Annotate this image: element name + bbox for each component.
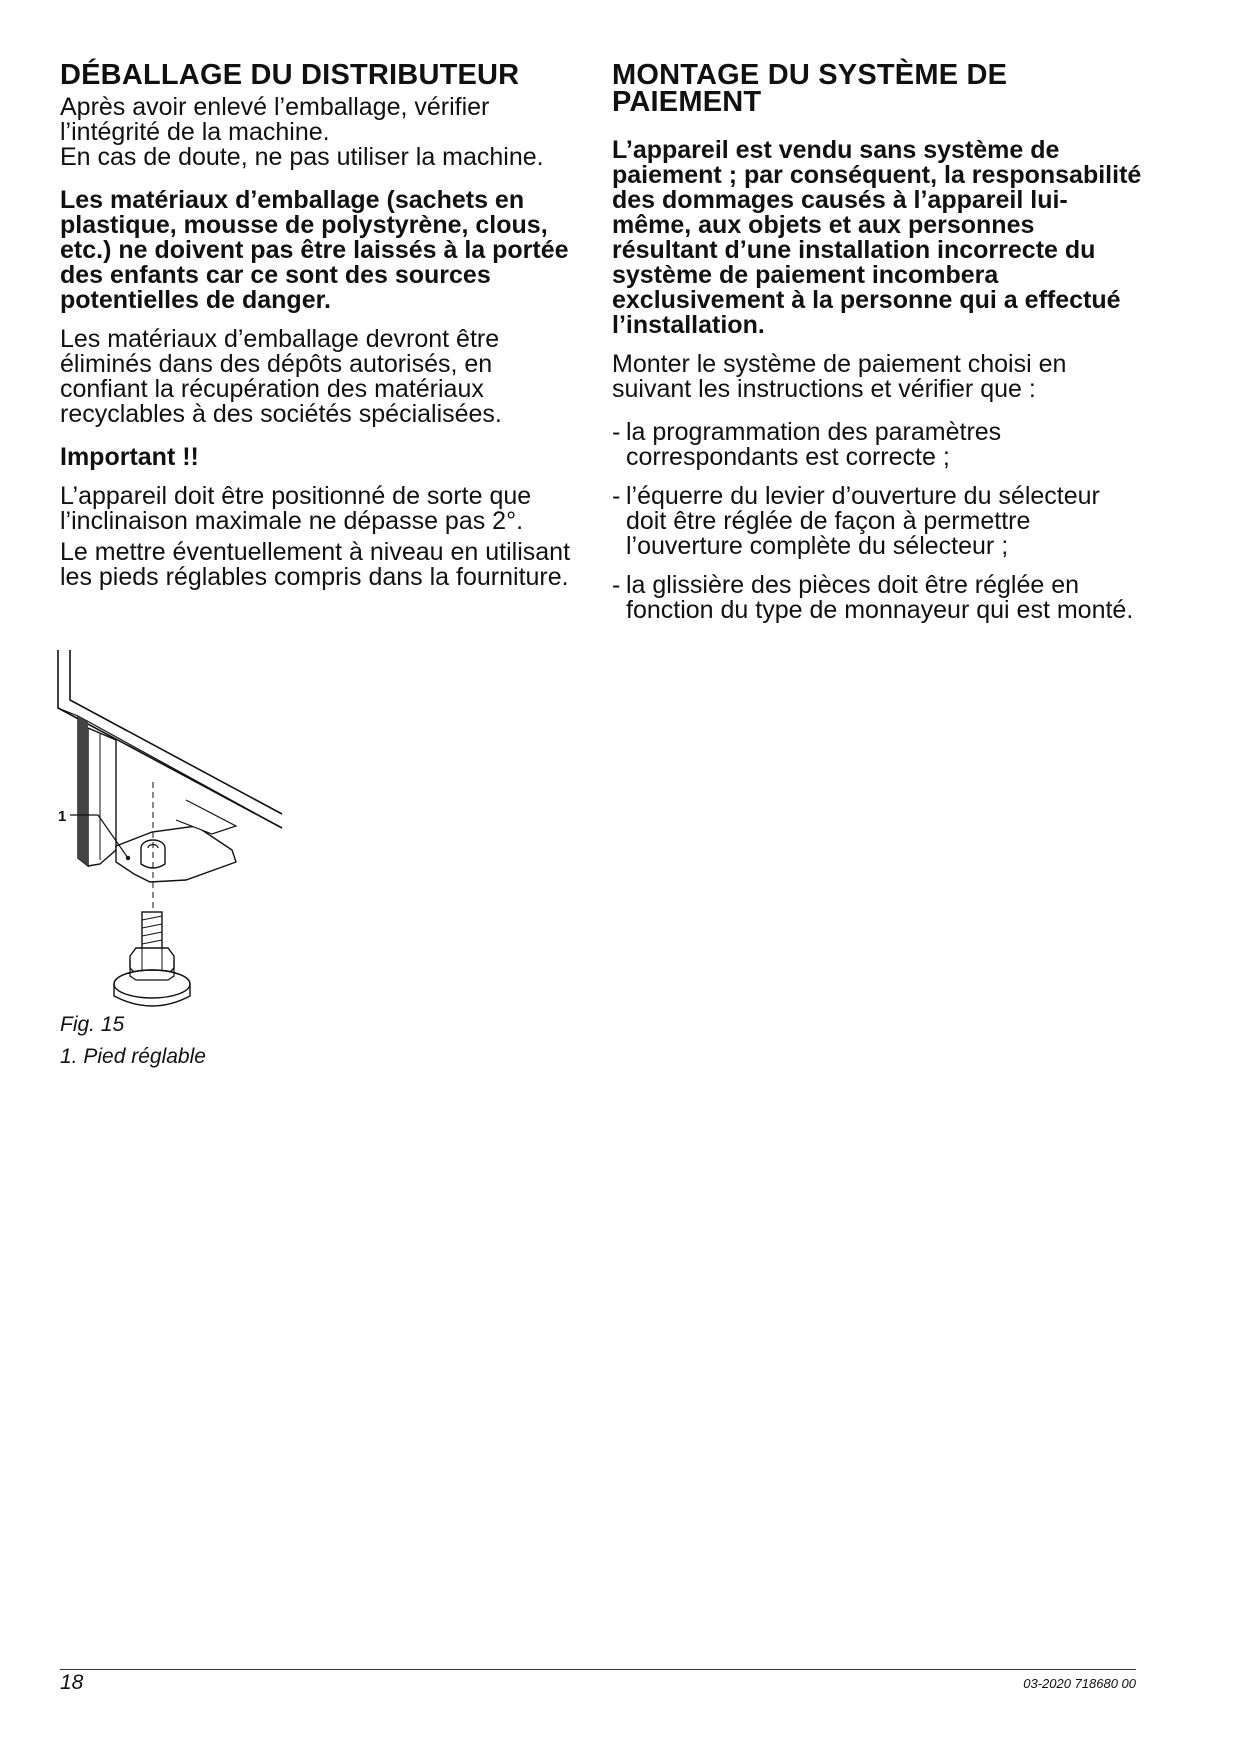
paragraph-leveling: Le mettre éventuellement à niveau en utilisant les pieds réglables compris dans la fourniture. <box>60 538 571 591</box>
figure-legend: 1. Pied réglable <box>60 1045 206 1068</box>
page-number: 18 <box>60 1671 84 1694</box>
list-marker: - <box>612 571 621 599</box>
paragraph-mount-payment: Monter le système de paiement choisi en suivant les instructions et vérifier que : <box>612 350 1067 403</box>
document-code: 03-2020 718680 00 <box>1023 1676 1136 1691</box>
section-heading-payment: MONTAGE DU SYSTÈME DE PAIEMENT <box>612 59 1008 118</box>
footer-rule <box>60 1669 1136 1670</box>
list-item-text: la programmation des paramètres correspondants est correcte ; <box>626 418 1002 471</box>
paragraph-check-integrity: Après avoir enlevé l’emballage, vérifier l’intégrité de la machine. <box>60 93 490 146</box>
warning-payment-responsibility: L’appareil est vendu sans système de paiement ; par conséquent, la responsabilité des dommages causés à l’appareil lui-même, aux objets et aux personnes résultant d’une installation incorrecte du système de paiement incombera exclusivement à la personne qui a effectué l’installation. <box>612 136 1142 339</box>
list-item <box>612 420 1144 470</box>
mounting-plate <box>116 826 236 882</box>
cabinet-outline <box>58 650 282 828</box>
list-item-text: l’équerre du levier d’ouverture du sélecteur doit être réglée de façon à permettre l’ouverture complète du sélecteur ; <box>626 482 1100 560</box>
list-marker: - <box>612 482 621 510</box>
important-label: Important !! <box>60 443 199 471</box>
bracket-shade <box>78 716 88 866</box>
section-heading-unpacking: DÉBALLAGE DU DISTRIBUTEUR <box>60 59 520 91</box>
paragraph-disposal: Les matériaux d’emballage devront être éliminés dans des dépôts autorisés, en confiant la récupération des matériaux recyclables à des sociétés spécialisées. <box>60 325 502 428</box>
left-column <box>60 59 580 591</box>
list-item <box>612 484 1144 559</box>
right-column <box>612 59 1144 637</box>
paragraph-inclination: L’appareil doit être positionné de sorte que l’inclinaison maximale ne dépasse pas 2°. <box>60 482 532 535</box>
list-marker: - <box>612 418 621 446</box>
paragraph-doubt: En cas de doute, ne pas utiliser la machine. <box>60 143 544 171</box>
list-item <box>612 573 1144 623</box>
figure-caption: Fig. 15 <box>60 1013 125 1036</box>
list-item-text: la glissière des pièces doit être réglée en fonction du type de monnayeur qui est monté. <box>626 571 1134 624</box>
callout-number: 1 <box>58 808 67 825</box>
warning-packaging-materials: Les matériaux d’emballage (sachets en plastique, mousse de polystyrène, clous, etc.) ne doivent pas être laissés à la portée des enfants car ce sont des sources potentielles de danger. <box>60 186 569 314</box>
adjustable-foot-illustration <box>56 650 286 1010</box>
